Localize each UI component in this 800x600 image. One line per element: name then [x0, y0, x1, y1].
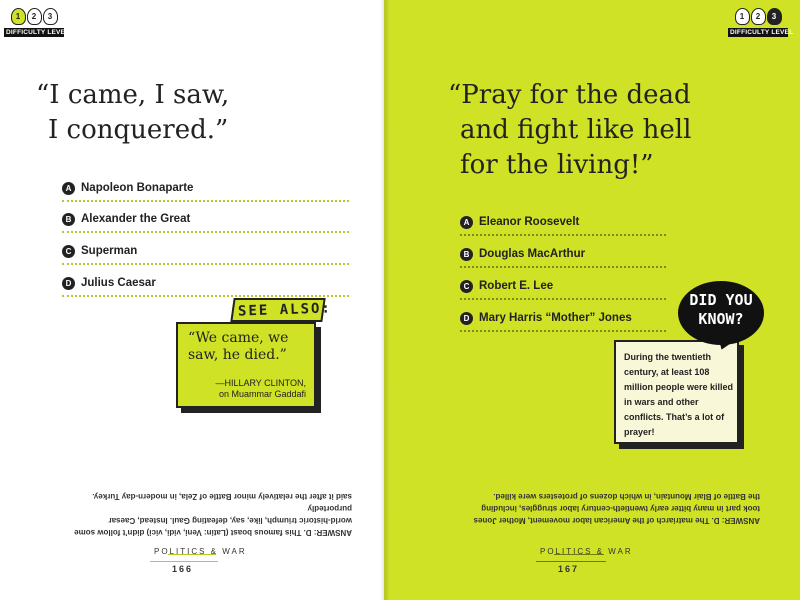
difficulty-bulb-icon-2: 2 — [27, 8, 42, 25]
answer-option-b[interactable] — [62, 207, 349, 233]
see-also-box — [176, 322, 316, 408]
quote-line: I conquered.” — [48, 115, 229, 145]
quote-line: for the living!” — [460, 150, 654, 180]
left-page — [0, 0, 384, 600]
footer-divider — [150, 561, 218, 562]
answer-option-b[interactable] — [460, 242, 666, 268]
answer-option-c[interactable] — [62, 239, 349, 265]
answer-option-a[interactable] — [460, 210, 666, 236]
quote — [448, 78, 691, 183]
did-you-know-box — [614, 340, 739, 444]
quote-line: and fight like hell — [460, 115, 692, 145]
upside-down-answer: ANSWER: D. The matriarch of the American labor movement, Mother Jones took part in many bitter early twentieth-century labor struggles, including the Battle of Blair Mountain, in which dozens of protesters were killed. — [473, 492, 760, 525]
did-you-know-heading: DID YOU KNOW? — [689, 291, 753, 328]
option-letter-badge: C — [460, 280, 473, 293]
option-letter-badge: A — [62, 182, 75, 195]
answer-option-c[interactable] — [460, 274, 666, 300]
option-text: Julius Caesar — [81, 277, 156, 289]
difficulty-bulb-icon-1: 1 — [735, 8, 750, 25]
did-you-know-text: During the twentieth century, at least 108 million people were killed in wars and other conflicts. That’s a lot of prayer! — [624, 352, 734, 437]
see-also-quote: “We came, we saw, he died.” — [188, 330, 289, 363]
difficulty-bulb-icon-3: 3 — [767, 8, 782, 25]
difficulty-bulb-icon-3: 3 — [43, 8, 58, 25]
option-letter-badge: D — [460, 312, 473, 325]
page-number: 167 — [558, 564, 580, 574]
option-text: Mary Harris “Mother” Jones — [479, 312, 632, 324]
option-text: Robert E. Lee — [479, 280, 554, 292]
difficulty-label: DIFFICULTY LEVEL — [730, 29, 794, 36]
upside-down-answer: ANSWER: D. This famous boast (Latin: Veni, vidi, vici) didn’t follow some world-historic triumph, like, say, defeating Gaul. Instead, Caesar purportedly said it after the relatively minor Battle of Zela, in modern-day Turkey. — [74, 492, 352, 537]
answer-option-a[interactable] — [62, 176, 349, 202]
option-text: Superman — [81, 245, 138, 257]
answer-option-d[interactable] — [460, 306, 666, 332]
difficulty-bulb-icon-1: 1 — [11, 8, 26, 25]
footer-divider — [536, 561, 606, 562]
difficulty-level-badge — [728, 8, 794, 37]
option-text: Douglas MacArthur — [479, 248, 586, 260]
quote-line: “I came, I saw, — [36, 80, 230, 110]
option-letter-badge: B — [460, 248, 473, 261]
option-letter-badge: D — [62, 277, 75, 290]
answer-option-d[interactable] — [62, 271, 349, 297]
difficulty-level-badge — [4, 8, 70, 37]
see-also-heading: SEE ALSO: — [237, 300, 333, 320]
right-page — [384, 0, 800, 600]
option-text: Napoleon Bonaparte — [81, 182, 194, 194]
quote-line: “Pray for the dead — [448, 80, 691, 110]
see-also-attribution: —HILLARY CLINTON, on Muammar Gaddafi — [215, 378, 306, 399]
difficulty-bulb-icon-2: 2 — [751, 8, 766, 25]
option-letter-badge: B — [62, 213, 75, 226]
page-number: 166 — [172, 564, 194, 574]
option-letter-badge: C — [62, 245, 75, 258]
option-text: Eleanor Roosevelt — [479, 216, 580, 228]
option-letter-badge: A — [460, 216, 473, 229]
book-gutter — [380, 0, 390, 600]
footer-section: POLITICS & WAR — [154, 547, 247, 556]
option-text: Alexander the Great — [81, 213, 191, 225]
footer-section: POLITICS & WAR — [540, 547, 633, 556]
quote — [36, 78, 229, 148]
difficulty-label: DIFFICULTY LEVEL — [6, 29, 70, 36]
